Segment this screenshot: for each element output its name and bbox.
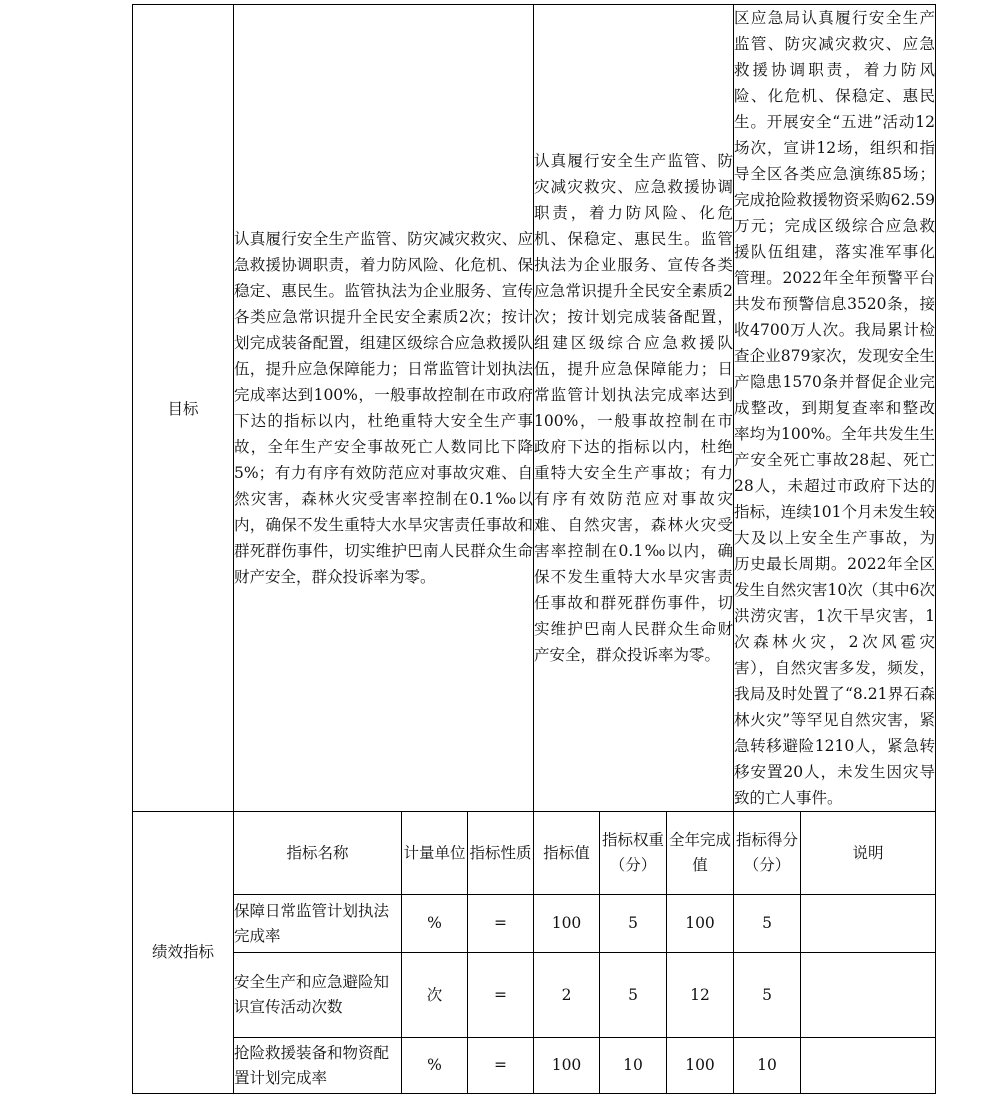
indicator-nature: =: [468, 1038, 534, 1094]
table-row: [133, 953, 936, 1038]
header-score: 指标得分（分）: [734, 812, 801, 895]
indicator-note: [801, 953, 936, 1038]
indicator-value: 100: [534, 1038, 600, 1094]
indicator-name: 安全生产和应急避险知识宣传活动次数: [234, 953, 402, 1038]
indicator-value: 2: [534, 953, 600, 1038]
indicator-unit: %: [402, 1038, 468, 1094]
indicator-value: 100: [534, 895, 600, 953]
indicator-score: 5: [734, 895, 801, 953]
indicator-note: [801, 1038, 936, 1094]
indicator-weight: 5: [600, 953, 667, 1038]
indicator-unit: %: [402, 895, 468, 953]
indicator-header-row: [133, 812, 936, 895]
header-nature: 指标性质: [468, 812, 534, 895]
indicator-actual: 100: [667, 895, 734, 953]
indicator-score: 5: [734, 953, 801, 1038]
goal-annual-target: 认真履行安全生产监管、防灾减灾救灾、应急救援协调职责，着力防风险、化危机、保稳定、惠民生。监管执法为企业服务、宣传各类应急常识提升全民安全素质2次；按计划完成装备配置，组建区级综合应急救援队伍，提升应急保障能力；日常监管计划执法完成率达到100%，一般事故控制在市政府下达的指标以内，杜绝重特大安全生产事故，全年生产安全事故死亡人数同比下降5%；有力有序有效防范应对事故灾难、自然灾害，森林火灾受害率控制在0.1‰以内，确保不发生重特大水旱灾害责任事故和群死群伤事件，切实维护巴南人民群众生命财产安全，群众投诉率为零。: [234, 5, 534, 812]
header-value: 指标值: [534, 812, 600, 895]
header-unit: 计量单位: [402, 812, 468, 895]
indicator-nature: =: [468, 895, 534, 953]
goal-completion: 区应急局认真履行安全生产监管、防灾减灾救灾、应急救援协调职责，着力防风险、化危机、保稳定、惠民生。开展安全“五进”活动12场次，宣讲12场，组织和指导全区各类应急演练85场；完成抢险救援物资采购62.59万元；完成区级综合应急救援队伍组建，落实准军事化管理。2022年全年预警平台共发布预警信息3520条，接收4700万人次。我局累计检查企业879家次，发现安全生产隐患1570条并督促企业完成整改，到期复查率和整改率均为100%。全年共发生生产安全死亡事故28起、死亡28人，未超过市政府下达的指标，连续101个月未发生较大及以上安全生产事故，为历史最长周期。2022年全区发生自然灾害10次（其中6次洪涝灾害，1次干旱灾害，1次森林火灾，2次风雹灾害），自然灾害多发，频发，我局及时处置了“8.21界石森林火灾”等罕见自然灾害，紧急转移避险1210人，紧急转移安置20人，未发生因灾导致的亡人事件。: [734, 5, 936, 812]
header-weight: 指标权重（分）: [600, 812, 667, 895]
indicator-score: 10: [734, 1038, 801, 1094]
header-note: 说明: [801, 812, 936, 895]
header-actual: 全年完成值: [667, 812, 734, 895]
indicator-name: 抢险救援装备和物资配置计划完成率: [234, 1038, 402, 1094]
indicator-unit: 次: [402, 953, 468, 1038]
indicator-nature: =: [468, 953, 534, 1038]
table-row: [133, 1038, 936, 1094]
indicator-actual: 12: [667, 953, 734, 1038]
indicator-weight: 10: [600, 1038, 667, 1094]
indicator-note: [801, 895, 936, 953]
header-indicator-name: 指标名称: [234, 812, 402, 895]
performance-label: 绩效指标: [133, 812, 234, 1094]
performance-table: [132, 4, 936, 1094]
indicator-weight: 5: [600, 895, 667, 953]
goal-label: 目标: [133, 5, 234, 812]
goal-target-2: 认真履行安全生产监管、防灾减灾救灾、应急救援协调职责，着力防风险、化危机、保稳定、惠民生。监管执法为企业服务、宣传各类应急常识提升全民安全素质2次；按计划完成装备配置，组建区级综合应急救援队伍，提升应急保障能力；日常监管计划执法完成率达到100%，一般事故控制在市政府下达的指标以内，杜绝重特大安全生产事故；有力有序有效防范应对事故灾难、自然灾害，森林火灾受害率控制在0.1‰以内，确保不发生重特大水旱灾害责任事故和群死群伤事件，切实维护巴南人民群众生命财产安全，群众投诉率为零。: [534, 5, 734, 812]
indicator-actual: 100: [667, 1038, 734, 1094]
table-row: [133, 895, 936, 953]
indicator-name: 保障日常监管计划执法完成率: [234, 895, 402, 953]
goal-row: [133, 5, 936, 812]
